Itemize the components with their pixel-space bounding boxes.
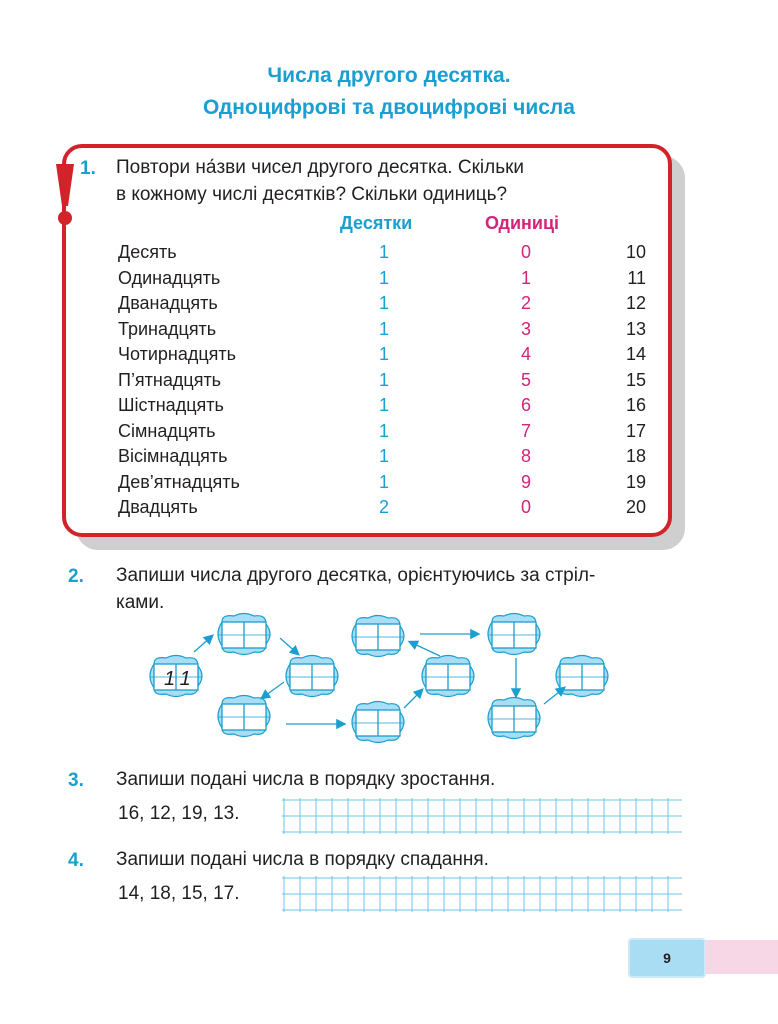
ones-value: 0	[520, 242, 531, 262]
page-title-line-1: Числа другого десятка.	[267, 64, 511, 87]
number-value: 20	[625, 497, 646, 517]
number-cloud[interactable]	[218, 614, 270, 655]
table-row	[118, 393, 658, 419]
task2-text-line1: Запиши числа другого десятка, орієнтуючись за стріл-	[116, 565, 596, 586]
number-word: Шістнадцять	[118, 395, 224, 415]
number-value: 10	[625, 242, 646, 262]
arrow-icon	[404, 690, 422, 708]
task2-text-line2: ками.	[116, 592, 165, 613]
table-row	[118, 444, 658, 470]
tens-value: 1	[378, 395, 389, 415]
ones-value: 6	[520, 395, 531, 415]
tens-value: 1	[378, 420, 389, 441]
ones-value: 0	[520, 497, 531, 517]
number-value: 15	[625, 369, 646, 390]
number-word: П’ятнадцять	[118, 369, 222, 390]
exclamation-icon	[52, 162, 78, 228]
number-word: Вісімнадцять	[118, 446, 228, 466]
task4-numbers: 14, 18, 15, 17.	[118, 883, 240, 904]
number-cloud[interactable]	[286, 656, 338, 697]
arrow-icon	[262, 682, 284, 698]
number-value: 13	[625, 318, 646, 339]
number-cloud[interactable]	[422, 656, 474, 697]
number-cloud[interactable]	[556, 656, 608, 697]
number-word: Чотирнадцять	[118, 344, 237, 364]
table-row	[118, 342, 658, 368]
tens-value: 1	[378, 446, 389, 466]
task3-text: Запиши подані числа в порядку зростання.	[116, 769, 496, 790]
ones-value: 4	[520, 344, 531, 364]
tens-value: 1	[378, 267, 389, 288]
page-title-line-2: Одноцифрові та двоцифрові числа	[203, 96, 575, 119]
tens-value: 1	[378, 242, 389, 262]
answer-grid-ascending[interactable]	[282, 798, 682, 834]
first-cloud-digits: 11	[164, 668, 197, 690]
number-value: 14	[625, 344, 646, 364]
ones-value: 3	[520, 318, 531, 339]
number-cloud[interactable]	[218, 696, 270, 737]
arrow-icon	[280, 638, 298, 654]
number-word: Тринадцять	[118, 318, 217, 339]
table-row	[118, 419, 658, 445]
number-value: 19	[625, 471, 646, 492]
number-word: Дванадцять	[118, 293, 218, 313]
arrow-icon	[194, 636, 212, 652]
table-row	[118, 368, 658, 394]
number-value: 12	[625, 293, 646, 313]
number-value: 17	[625, 420, 646, 441]
column-header-tens: Десятки	[340, 213, 413, 233]
table-row	[118, 317, 658, 343]
arrow-icon	[410, 642, 440, 656]
tens-value: 1	[378, 471, 389, 492]
ones-value: 7	[520, 420, 531, 441]
task4-text: Запиши подані числа в порядку спадання.	[116, 849, 489, 870]
table-row	[118, 291, 658, 317]
task1-number: 1.	[80, 158, 96, 179]
ones-value: 2	[520, 293, 531, 313]
number-cloud[interactable]	[352, 616, 404, 657]
number-value: 16	[625, 395, 646, 415]
table-row	[118, 470, 658, 496]
tens-value: 2	[378, 497, 389, 517]
tens-value: 1	[378, 293, 389, 313]
number-word: Одинадцять	[118, 267, 221, 288]
task1-text-line1: Повтори на́зви чисел другого десятка. Скільки	[116, 157, 525, 178]
number-word: Двадцять	[118, 497, 198, 517]
number-cloud[interactable]	[488, 698, 540, 739]
task4-number: 4.	[68, 850, 84, 871]
number-value: 18	[625, 446, 646, 466]
task3-number: 3.	[68, 770, 84, 791]
task3-numbers: 16, 12, 19, 13.	[118, 803, 240, 824]
table-row	[118, 266, 658, 292]
task1-text-line2: в кожному числі десятків? Скільки одиниць?	[116, 184, 508, 205]
column-header-ones: Одиниці	[485, 213, 560, 233]
numbers-table	[118, 240, 658, 521]
number-cloud[interactable]	[352, 702, 404, 743]
ones-value: 5	[520, 369, 531, 390]
answer-grid-descending[interactable]	[282, 876, 682, 912]
arrow-icon	[544, 688, 564, 704]
tens-value: 1	[378, 318, 389, 339]
task2-number: 2.	[68, 566, 84, 587]
tens-value: 1	[378, 369, 389, 390]
tens-value: 1	[378, 344, 389, 364]
table-row	[118, 240, 658, 266]
number-word: Дев’ятнадцять	[118, 471, 240, 492]
ones-value: 1	[520, 267, 531, 288]
number-word: Десять	[118, 242, 177, 262]
ones-value: 8	[520, 446, 531, 466]
table-row	[118, 495, 658, 521]
number-value: 11	[627, 267, 646, 288]
number-cloud[interactable]	[488, 614, 540, 655]
ones-value: 9	[520, 471, 531, 492]
number-clouds-diagram	[140, 608, 620, 748]
page-number: 9	[628, 938, 706, 978]
number-word: Сімнадцять	[118, 420, 216, 441]
